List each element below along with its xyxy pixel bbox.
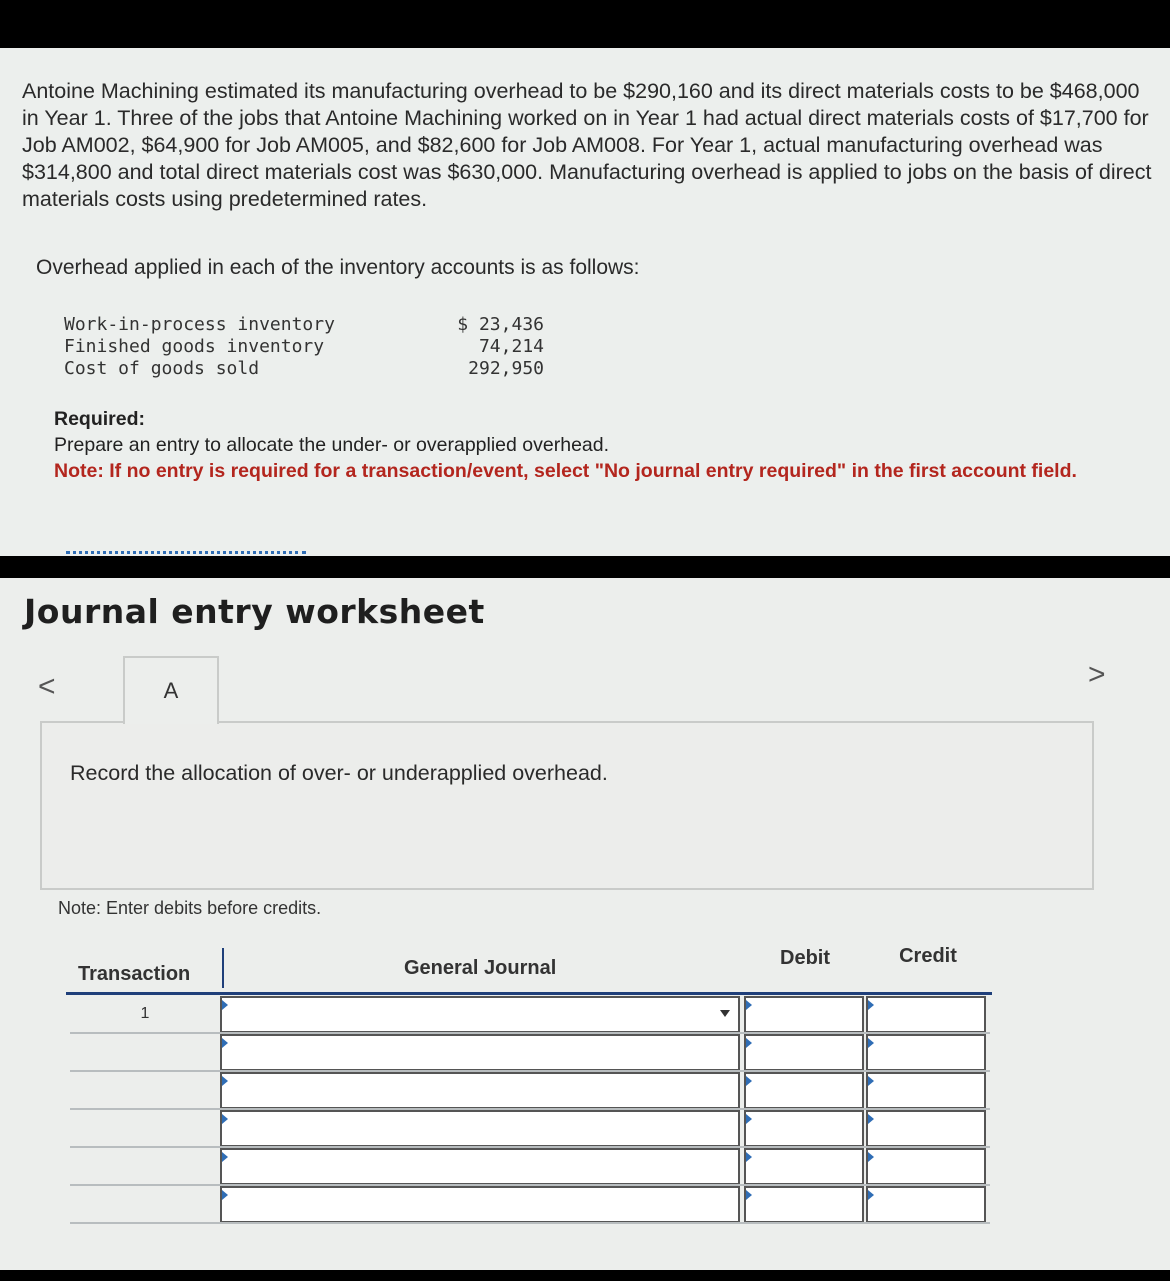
dotted-divider — [66, 551, 306, 554]
instruction-box — [40, 721, 1094, 890]
header-general-journal: General Journal — [222, 948, 742, 988]
table-row — [70, 1186, 990, 1224]
instruction-text: Record the allocation of over- or underapplied overhead. — [70, 761, 608, 785]
cell-marker-icon — [222, 1000, 228, 1010]
inventory-value: $ 23,436 — [457, 314, 544, 335]
journal-worksheet-panel — [0, 578, 1170, 1270]
credit-input[interactable] — [866, 1110, 986, 1146]
inventory-row-finished-goods — [64, 336, 544, 358]
header-credit: Credit — [899, 945, 957, 967]
next-arrow-icon[interactable]: > — [1088, 658, 1106, 691]
transaction-number — [70, 1148, 220, 1184]
account-select[interactable] — [220, 996, 740, 1032]
inventory-value: 292,950 — [468, 358, 544, 379]
required-note: Note: If no entry is required for a transaction/event, select "No journal entry required" in the first account field. — [54, 460, 1077, 482]
table-row — [70, 996, 990, 1034]
inventory-value: 74,214 — [478, 336, 544, 357]
cell-marker-icon — [868, 1152, 874, 1162]
cell-marker-icon — [868, 1114, 874, 1124]
account-select[interactable] — [220, 1072, 740, 1108]
cell-marker-icon — [868, 1038, 874, 1048]
transaction-number — [70, 1110, 220, 1146]
inventory-row-wip — [64, 314, 544, 336]
cell-marker-icon — [746, 1190, 752, 1200]
required-section — [54, 406, 1134, 484]
journal-rows — [70, 996, 990, 1224]
cell-marker-icon — [222, 1152, 228, 1162]
cell-marker-icon — [746, 1038, 752, 1048]
required-text: Prepare an entry to allocate the under- or overapplied overhead. — [54, 434, 610, 456]
required-heading: Required: — [54, 408, 146, 430]
cell-marker-icon — [222, 1076, 228, 1086]
table-row — [70, 1148, 990, 1186]
credit-input[interactable] — [866, 1072, 986, 1108]
chevron-down-icon[interactable] — [720, 1010, 730, 1017]
debit-input[interactable] — [744, 1072, 864, 1108]
cell-marker-icon — [868, 1190, 874, 1200]
transaction-number — [70, 1072, 220, 1108]
cell-marker-icon — [222, 1190, 228, 1200]
account-select[interactable] — [220, 1186, 740, 1222]
cell-marker-icon — [868, 1000, 874, 1010]
transaction-number — [70, 1186, 220, 1222]
overhead-intro: Overhead applied in each of the inventory accounts is as follows: — [36, 256, 640, 279]
debit-input[interactable] — [744, 1186, 864, 1222]
debits-note: Note: Enter debits before credits. — [58, 898, 322, 918]
tab-a[interactable]: A — [123, 656, 219, 724]
cell-marker-icon — [222, 1038, 228, 1048]
account-select[interactable] — [220, 1148, 740, 1184]
cell-marker-icon — [746, 1000, 752, 1010]
credit-input[interactable] — [866, 1148, 986, 1184]
debit-input[interactable] — [744, 996, 864, 1032]
table-row — [70, 1072, 990, 1110]
inventory-name: Cost of goods sold — [64, 358, 260, 379]
problem-panel — [0, 48, 1170, 556]
bottom-bar — [0, 1270, 1170, 1281]
problem-text: Antoine Machining estimated its manufacturing overhead to be $290,160 and its direct materials costs to be $468,000 in Year 1. Three of the jobs that Antoine Machining worked on in Year 1 had actual direct materials costs of $17,700 for Job AM002, $64,900 for Job AM005, and $82,600 for Job AM008. For Year 1, actual manufacturing overhead was $314,800 and total direct materials cost was $630,000. Manufacturing overhead is applied to jobs on the basis of direct materials costs using predetermined rates. — [22, 79, 1152, 211]
cell-marker-icon — [746, 1076, 752, 1086]
cell-marker-icon — [746, 1114, 752, 1124]
debit-input[interactable] — [744, 1148, 864, 1184]
cell-marker-icon — [868, 1076, 874, 1086]
table-row — [70, 1110, 990, 1148]
credit-input[interactable] — [866, 1034, 986, 1070]
credit-input[interactable] — [866, 1186, 986, 1222]
worksheet-title: Journal entry worksheet — [24, 592, 485, 631]
debit-input[interactable] — [744, 1034, 864, 1070]
header-transaction: Transaction — [78, 963, 191, 985]
cell-marker-icon — [746, 1152, 752, 1162]
transaction-number: 1 — [140, 1005, 150, 1022]
transaction-number — [70, 1034, 220, 1070]
account-select[interactable] — [220, 1034, 740, 1070]
cell-marker-icon — [222, 1114, 228, 1124]
credit-input[interactable] — [866, 996, 986, 1032]
account-select[interactable] — [220, 1110, 740, 1146]
inventory-table — [64, 314, 544, 380]
inventory-name: Work-in-process inventory — [64, 314, 335, 335]
inventory-row-cogs — [64, 358, 544, 380]
debit-input[interactable] — [744, 1110, 864, 1146]
inventory-name: Finished goods inventory — [64, 336, 325, 357]
header-divider — [66, 992, 992, 995]
header-debit: Debit — [780, 947, 830, 969]
prev-arrow-icon[interactable]: < — [38, 670, 56, 703]
table-row — [70, 1034, 990, 1072]
